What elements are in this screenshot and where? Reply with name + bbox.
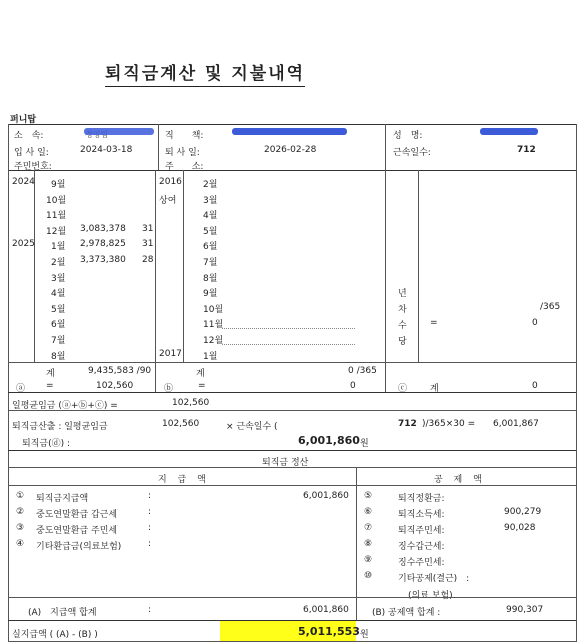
bonus-month-label: 1월 [203, 351, 218, 362]
right-border [576, 124, 577, 642]
formula-mid: × 근속일수 ( [226, 422, 278, 432]
wage-year-2: 2025 [12, 239, 35, 249]
label-c: ⓒ [398, 384, 408, 394]
pay-item-value: 6,001,860 [303, 491, 349, 501]
bonus-month-label: 10월 [203, 304, 224, 315]
severance-label: 퇴직금(ⓓ) : [22, 439, 70, 449]
join-label: 입 사 일: [14, 148, 49, 158]
redaction-mark [232, 128, 347, 135]
pay-item-label: 중도연말환급 갑근세 [36, 510, 118, 520]
bottom-border [8, 641, 576, 642]
formula-days: 712 [398, 419, 417, 429]
wage-month-label: 12월 [46, 226, 67, 237]
deduct-item-label: 기타공제(결근) : [398, 574, 470, 584]
bonus-year-2: 2017 [159, 349, 182, 359]
pay-item-num: ③ [16, 523, 25, 533]
deduct-total-label: (B) 공제액 합계 : [372, 608, 441, 618]
pay-item-colon: : [148, 539, 152, 549]
wage-month-label: 5월 [51, 304, 66, 315]
leave-label: 퇴 사 일: [165, 148, 200, 158]
pay-item-colon: : [148, 507, 152, 517]
dept-label: 소 속: [14, 131, 44, 141]
settlement-title: 퇴직금 정산 [262, 458, 309, 468]
annual-total-value: 0 [532, 381, 538, 391]
b-eq: = [198, 381, 206, 391]
dotted-line [222, 328, 355, 329]
wage-month-label: 8월 [51, 351, 66, 362]
join-value: 2024-03-18 [80, 145, 133, 155]
net-label: 실지급액 ( (A) - (B) ) [12, 630, 98, 640]
wage-month-label: 7월 [51, 336, 66, 346]
annual-col-divider [418, 170, 419, 362]
label-a: ⓐ [16, 384, 26, 394]
wage-year-1: 2024 [12, 177, 35, 187]
wage-total-line [8, 362, 576, 363]
top-border [8, 124, 576, 125]
deduct-item-num: ⑤ [364, 491, 373, 501]
deduct-item-num: ⑦ [364, 523, 373, 533]
leave-value: 2026-02-28 [264, 145, 317, 155]
wage-days: 28 [142, 255, 154, 265]
dotted-line [222, 344, 355, 345]
bonus-total-label: 계 [196, 369, 205, 379]
deduct-item-label: 퇴직정환금: [398, 494, 445, 504]
avg-wage-value: 102,560 [172, 398, 210, 408]
wage-amount: 2,978,825 [80, 239, 126, 250]
annual-char-2: 차 [398, 305, 407, 315]
deduct-item-num: ⑩ [364, 571, 373, 581]
document-title: 퇴직금계산 및 지불내역 [105, 59, 305, 87]
a-eq: = [46, 381, 54, 391]
pay-total-colon: : [148, 605, 152, 615]
tenure-label: 근속일수: [393, 148, 431, 158]
wage-col-divider [155, 170, 156, 392]
severance-unit: 원 [360, 439, 369, 449]
pay-item-label: 퇴직금지급액 [36, 494, 89, 504]
deduct-title: 공 제 액 [434, 475, 486, 485]
wage-days: 31 [142, 223, 154, 234]
annual-value: 0 [532, 318, 538, 328]
wage-month-label: 9월 [51, 180, 66, 190]
deduct-item-label: 퇴직주민세: [398, 526, 445, 536]
year-col-divider [34, 170, 35, 362]
wage-month-label: 10월 [46, 195, 67, 206]
header-bottom-border [8, 170, 576, 171]
pay-title: 지 급 액 [158, 475, 210, 485]
redaction-mark [480, 128, 538, 135]
name-label: 성 명: [393, 131, 423, 141]
bonus-month-label: 7월 [203, 258, 218, 268]
rrn-label: 주민번호: [14, 162, 52, 172]
deduct-item-num: ⑥ [364, 507, 373, 517]
deduct-total-value: 990,307 [506, 605, 544, 615]
pay-item-num: ④ [16, 539, 25, 549]
bonus-year-divider [183, 170, 184, 362]
wage-amount: 3,373,380 [80, 255, 126, 265]
position-label: 직 책: [165, 131, 204, 141]
deduct-item-label: 퇴직소득세: [398, 510, 445, 520]
pay-total-label: (A) 지급액 합계 [28, 608, 97, 618]
company-name: 퍼니탑 [10, 115, 37, 125]
deduct-item-label: 징수주민세: [398, 558, 445, 568]
deduct-item-label: 징수갑근세: [398, 542, 445, 552]
settlement-head-line [8, 485, 576, 486]
redaction-mark [84, 128, 154, 135]
bonus-month-label: 3월 [203, 195, 218, 206]
wage-month-label: 6월 [51, 320, 66, 331]
bonus-month-label: 6월 [203, 242, 218, 253]
wage-total-value: 9,435,583 /90 [88, 366, 152, 376]
bonus-col-divider [385, 170, 386, 392]
annual-char-4: 당 [398, 337, 407, 347]
wage-month-label: 4월 [51, 289, 66, 300]
label-b: ⓑ [164, 384, 174, 394]
annual-total-label: 계 [430, 384, 439, 394]
bonus-month-label: 4월 [203, 211, 218, 222]
annual-char-1: 년 [398, 289, 407, 299]
wage-total-label: 계 [46, 369, 55, 379]
bonus-month-label: 2월 [203, 180, 218, 190]
wage-month-label: 2월 [51, 258, 66, 268]
pay-item-label: 기타환급금(의료보험) [36, 542, 122, 552]
severance-value: 6,001,860 [298, 434, 360, 447]
deduct-extra: (의료 보험) [408, 591, 453, 601]
bonus-month-label: 11월 [203, 320, 224, 331]
wage-month-label: 1월 [51, 242, 66, 253]
formula-avg: 102,560 [162, 419, 200, 429]
net-value: 5,011,553 [298, 625, 360, 638]
deduct-item-num: ⑨ [364, 555, 373, 565]
b-value: 0 [350, 381, 356, 391]
pay-item-label: 중도연말환급 주민세 [36, 526, 118, 536]
bonus-month-label: 9월 [203, 289, 218, 300]
wage-days: 31 [142, 239, 154, 250]
pay-item-colon: : [148, 523, 152, 533]
annual-eq: = [430, 318, 438, 328]
addr-label: 주 소: [165, 162, 204, 172]
tenure-value: 712 [517, 145, 536, 155]
wage-month-label: 3월 [51, 273, 66, 284]
pay-item-colon: : [148, 491, 152, 501]
bonus-month-label: 8월 [203, 273, 218, 284]
bonus-year-1: 2016 [159, 177, 182, 187]
left-border [8, 124, 9, 642]
formula-result: 6,001,867 [493, 419, 539, 429]
annual-per: /365 [540, 302, 561, 312]
bonus-month-label: 5월 [203, 226, 218, 237]
bonus-month-label: 12월 [203, 336, 224, 346]
calc-bottom-line [8, 450, 576, 451]
calc-line-1 [8, 410, 576, 411]
deduct-item-value: 900,279 [504, 507, 542, 517]
net-unit: 원 [360, 630, 369, 640]
bonus-sub: 상여 [159, 196, 177, 206]
formula-end: )/365×30 = [422, 419, 476, 429]
header-divider-1 [158, 124, 159, 170]
deduct-item-value: 90,028 [504, 523, 536, 533]
formula-label: 퇴직금산출 : 일평균임금 [12, 422, 108, 432]
wage-amount: 3,083,378 [80, 223, 126, 234]
pay-item-num: ② [16, 507, 25, 517]
pay-item-num: ① [16, 491, 25, 501]
pay-total-value: 6,001,860 [303, 605, 349, 615]
header-divider-2 [385, 124, 386, 170]
wage-month-label: 11월 [46, 211, 67, 222]
avg-wage-label: 일평균임금 (ⓐ+ⓑ+ⓒ) = [12, 401, 118, 411]
annual-char-3: 수 [398, 321, 407, 331]
deduct-item-num: ⑧ [364, 539, 373, 549]
a-value: 102,560 [96, 381, 134, 391]
wage-section-bottom [8, 392, 576, 393]
bonus-total-value: 0 /365 [348, 366, 377, 376]
settlement-title-line [8, 467, 576, 468]
totals-top-line [8, 597, 576, 598]
